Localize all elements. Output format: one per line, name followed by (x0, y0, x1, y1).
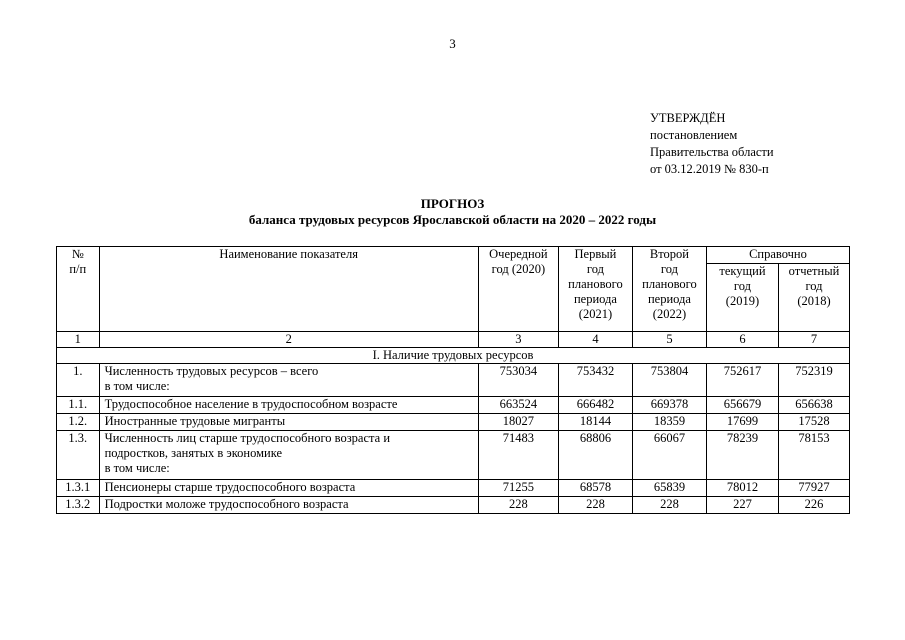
header-text: год (733, 279, 751, 293)
header-text: год (805, 279, 823, 293)
value-cell: 18144 (558, 414, 632, 431)
row-num: 1.3.2 (57, 497, 100, 514)
label-line: Численность лиц старше трудоспособного возраста и (104, 431, 391, 445)
header-text: Очередной (489, 247, 548, 261)
value-cell: 66067 (632, 431, 706, 480)
value-cell: 78153 (778, 431, 849, 480)
value-cell: 752319 (778, 364, 849, 397)
header-text: (2022) (652, 307, 687, 321)
header-text: (2018) (797, 294, 831, 308)
header-text: (2021) (578, 307, 613, 321)
header-text: (2019) (725, 294, 760, 308)
header-current-year (706, 264, 778, 332)
column-number: 2 (99, 332, 478, 348)
header-next-year (478, 247, 558, 332)
header-text: год (586, 262, 604, 276)
row-label (99, 397, 478, 414)
value-cell: 228 (478, 497, 558, 514)
document-title (0, 196, 905, 228)
table-row (57, 397, 850, 414)
section-row (57, 348, 850, 364)
value-cell: 666482 (558, 397, 632, 414)
header-text: Первый (574, 247, 617, 261)
header-text: планового (642, 277, 697, 291)
column-number: 6 (706, 332, 778, 348)
column-number: 7 (778, 332, 849, 348)
section-title: I. Наличие трудовых ресурсов (57, 348, 850, 364)
row-num: 1. (57, 364, 100, 397)
header-text: текущий (719, 264, 766, 278)
row-num: 1.3.1 (57, 480, 100, 497)
table-row (57, 480, 850, 497)
label-line: подростков, занятых в экономике (104, 446, 283, 460)
value-cell: 656679 (706, 397, 778, 414)
label-line: Подростки моложе трудоспособного возраста (104, 497, 349, 511)
header-text: отчетный (788, 264, 840, 278)
value-cell: 656638 (778, 397, 849, 414)
value-cell: 78012 (706, 480, 778, 497)
value-cell: 752617 (706, 364, 778, 397)
column-number: 5 (632, 332, 706, 348)
value-cell: 68578 (558, 480, 632, 497)
header-reported-year (778, 264, 849, 332)
header-text: планового (568, 277, 623, 291)
value-cell: 753804 (632, 364, 706, 397)
header-first-year (558, 247, 632, 332)
label-line: в том числе: (104, 461, 170, 475)
approval-line: от 03.12.2019 № 830-п (650, 162, 769, 176)
header-text: периода (647, 292, 691, 306)
header-num (57, 247, 100, 332)
label-line: Трудоспособное население в трудоспособном возрасте (104, 397, 398, 411)
column-number-row (57, 332, 850, 348)
value-cell: 753432 (558, 364, 632, 397)
page-number: 3 (449, 36, 456, 51)
row-num: 1.3. (57, 431, 100, 480)
table-row (57, 497, 850, 514)
row-label (99, 497, 478, 514)
value-cell: 227 (706, 497, 778, 514)
value-cell: 71255 (478, 480, 558, 497)
value-cell: 71483 (478, 431, 558, 480)
header-text: периода (573, 292, 617, 306)
table-row (57, 414, 850, 431)
value-cell: 17528 (778, 414, 849, 431)
header-text: № (71, 247, 84, 261)
column-number: 4 (558, 332, 632, 348)
approval-line: Правительства области (650, 145, 774, 159)
value-cell: 663524 (478, 397, 558, 414)
table-row (57, 431, 850, 480)
value-cell: 77927 (778, 480, 849, 497)
column-number: 1 (57, 332, 100, 348)
approval-line: постановлением (650, 128, 738, 142)
value-cell: 753034 (478, 364, 558, 397)
value-cell: 65839 (632, 480, 706, 497)
value-cell: 68806 (558, 431, 632, 480)
row-label (99, 364, 478, 397)
row-num: 1.2. (57, 414, 100, 431)
value-cell: 669378 (632, 397, 706, 414)
header-text: Второй (649, 247, 689, 261)
value-cell: 226 (778, 497, 849, 514)
row-num: 1.1. (57, 397, 100, 414)
label-line: Численность трудовых ресурсов – всего (104, 364, 319, 378)
table-row (57, 364, 850, 397)
value-cell: 18359 (632, 414, 706, 431)
value-cell: 228 (632, 497, 706, 514)
title-line: ПРОГНОЗ (420, 196, 485, 211)
value-cell: 18027 (478, 414, 558, 431)
value-cell: 17699 (706, 414, 778, 431)
header-text: год (660, 262, 678, 276)
header-name: Наименование показателя (99, 247, 478, 332)
header-text: п/п (69, 262, 87, 276)
value-cell: 78239 (706, 431, 778, 480)
header-reference: Справочно (706, 247, 849, 264)
row-label (99, 414, 478, 431)
forecast-table (56, 246, 850, 514)
header-text: год (2020) (491, 262, 546, 276)
row-label (99, 431, 478, 480)
label-line: Пенсионеры старше трудоспособного возраста (104, 480, 356, 494)
header-second-year (632, 247, 706, 332)
column-number: 3 (478, 332, 558, 348)
label-line: в том числе: (104, 379, 170, 393)
title-line: баланса трудовых ресурсов Ярославской области на 2020 – 2022 годы (248, 212, 657, 227)
label-line: Иностранные трудовые мигранты (104, 414, 286, 428)
value-cell: 228 (558, 497, 632, 514)
approval-line: УТВЕРЖДЁН (650, 111, 726, 125)
approval-stamp (650, 110, 774, 178)
row-label (99, 480, 478, 497)
